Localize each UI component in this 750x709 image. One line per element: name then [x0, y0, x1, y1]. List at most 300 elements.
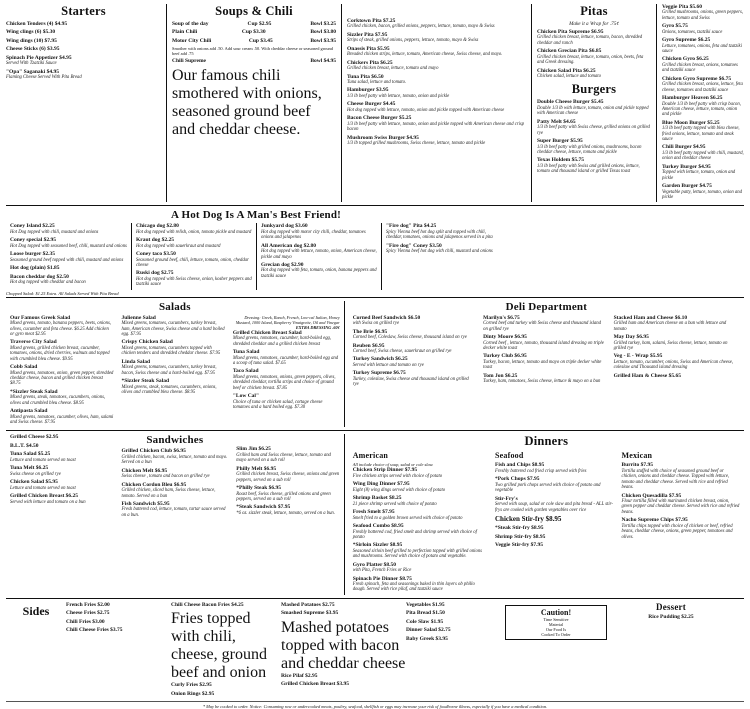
item-desc: Double 1/3 lb beef patty with crisp bacon, American cheese, lettuce, tomato, onion and pickle	[662, 101, 741, 118]
item-desc: Lettuce and tomato served on toast	[10, 485, 76, 491]
item-name: Stir-Fry's	[495, 495, 518, 502]
sandwiches-col-left	[6, 434, 117, 520]
sides-col-1	[66, 602, 171, 636]
list-item	[6, 38, 161, 44]
band-salads-deli	[6, 301, 744, 428]
list-item	[353, 523, 487, 540]
hotdogs-col-3	[256, 223, 381, 289]
item-desc: Hot dog topped with sauerkraut and mustard	[136, 243, 221, 249]
list-item	[6, 46, 161, 52]
list-item	[621, 462, 739, 490]
item-desc: Grilled chicken, bacon, swiss, lettuce, tomato and mayo. Served on a bun	[121, 454, 228, 466]
caution-box-wrap	[501, 602, 611, 640]
sandwiches-title: Sandwiches	[146, 434, 204, 447]
list-item	[347, 46, 526, 58]
item-desc: 1/3 lb beef patty with grilled onions, mushrooms, bacon cheddar cheese, lettuce, tomato and pickle	[537, 144, 642, 155]
item-desc: Smelt fried to a golden brown served with choice of potato	[352, 515, 463, 521]
list-item	[121, 378, 224, 395]
item-name: Sizzler Pita $7.95	[347, 31, 388, 38]
item-name: Wing dings (10) $7.95	[6, 37, 57, 44]
item-name: Veg - E - Wrap $5.95	[613, 353, 663, 360]
list-item	[136, 251, 252, 268]
list-item	[136, 223, 252, 235]
list-item	[233, 330, 340, 347]
item-desc: Served With Tzatziki Sauce	[6, 61, 57, 67]
item-desc: Mixed greens, tomatoes, onion, green pepper, shredded cheddar cheese, bacon and grilled chicken breast $8.75	[10, 370, 114, 387]
item-desc: Grilled chicken breast, onions, tomatoes and tzatziki sauce	[662, 62, 738, 74]
item-desc: Seasoned ground beef topped with chili, mustard and onions	[10, 257, 124, 263]
item-desc: Topped with lettuce, tomato, onion and pickle	[662, 170, 736, 181]
burgers-title: Burgers	[571, 82, 617, 97]
section-starters	[6, 4, 166, 202]
item-name: Onion Rings $2.95	[171, 690, 215, 697]
item-name: Grecian dog $2.90	[261, 261, 304, 268]
list-item	[10, 389, 113, 406]
section-pitas-right	[531, 4, 656, 202]
list-item	[10, 479, 113, 491]
list-item	[614, 334, 740, 351]
list-item	[121, 339, 224, 356]
salads-col-1	[6, 315, 117, 428]
item-desc: Tuna salad, lettuce and tomato.	[347, 80, 407, 86]
list-item	[662, 37, 744, 54]
item-name: The Brie $6.95	[352, 328, 388, 335]
band-sides	[6, 602, 744, 699]
list-item	[611, 614, 731, 620]
item-name: Shrimp Stir-fry $8.95	[495, 533, 546, 540]
item-name: Dinner Salad $2.75	[406, 627, 451, 634]
list-item	[281, 681, 406, 687]
item-name: Junkyard dog $3.60	[261, 223, 308, 230]
item-name: Garden Burger $4.75	[662, 183, 712, 190]
item-name: Soup of the day	[172, 21, 209, 27]
item-desc: Freshly battered cod fried crisp served with fries	[495, 468, 587, 474]
item-name: Kraut dog $2.25	[136, 237, 175, 244]
list-item	[6, 69, 161, 81]
list-item	[662, 164, 744, 181]
item-desc: Mixed greens, tomatoes, cucumbers, turkey breast, bacon, Swiss cheese and a hard-boiled egg. $7.95	[121, 365, 217, 376]
item-cup-price: Cup $2.95	[247, 21, 272, 27]
list-item	[233, 349, 340, 366]
list-item	[172, 21, 336, 27]
dinners-col-seafood	[491, 451, 617, 594]
section-dessert	[611, 602, 731, 622]
section-sandwiches	[6, 434, 344, 594]
item-name: Curly Fries $2.95	[171, 682, 212, 689]
item-name: Cheese Sticks (6) $3.95	[6, 46, 60, 53]
item-name: Vegetables $1.95	[406, 601, 445, 608]
list-item	[621, 493, 739, 516]
item-desc: Hot dog topped with Swiss cheese, onion, kosher peppers and tzatziki sauce	[136, 276, 252, 288]
item-name: Chicken Gyro $6.25	[662, 56, 709, 63]
item-desc: Five chicken strips served with choice of potato	[352, 473, 443, 479]
list-item	[6, 29, 161, 35]
item-name: Hamburger Heaven $6.25	[662, 95, 723, 102]
sandwiches-col-right	[232, 434, 343, 520]
item-desc: Turkey, ham, tomatoes, Swiss cheese, lettuce & mayo on a bun	[483, 379, 601, 385]
item-desc: Spicy Vienna beef hot dog split and topped with chili, cheddar, tomatoes, onions and jalapenos served in a pita	[386, 229, 493, 241]
item-name: Coney Island $2.25	[10, 223, 55, 230]
item-name: Chili Cheese Bacon Fries $4.25	[171, 601, 244, 608]
item-desc: Swiss cheese , tomato and bacon on grilled rye	[121, 474, 210, 480]
item-desc: 1/3 lb topped grilled mushrooms, Swiss cheese, lettuce, tomato and pickle	[347, 141, 486, 147]
item-name: Stacked Ham and Cheese $6.10	[613, 314, 688, 321]
list-item	[353, 576, 487, 593]
caution-line-3: Our Food Is	[545, 626, 567, 632]
caution-line-2: Material	[548, 621, 564, 627]
list-item	[406, 627, 501, 633]
list-item	[662, 95, 744, 118]
item-name: *Philly Steak $6.95	[236, 485, 282, 492]
item-desc: Flaming Cheese Served With Pita Bread	[6, 75, 82, 81]
list-item	[10, 251, 127, 263]
list-item	[537, 99, 651, 116]
list-item	[483, 353, 605, 370]
band-starters-soups-pitas	[6, 4, 744, 202]
item-desc: Grilled chicken breast, onions, lettuce, feta cheese, tomatoes and tzatziki sauce	[662, 82, 743, 93]
item-name: Julienne Salad	[121, 314, 156, 321]
item-name: French Fries $2.00	[66, 601, 110, 608]
item-name: Loose burger $2.35	[10, 251, 55, 258]
item-name: Pita Bread $1.50	[406, 610, 445, 617]
item-desc: Grilled chicken, bacon, grilled onions, peppers, lettuce, tomato, mayo & Swiss	[347, 24, 495, 30]
item-name: Shrimp Basket $8.25	[352, 495, 402, 502]
item-desc: Served with lettuce and tomato on rye	[352, 362, 424, 368]
list-item	[353, 315, 475, 327]
item-name: Tom Jon $6.25	[483, 372, 518, 379]
dessert-title: Dessert	[656, 601, 686, 612]
item-desc: Grilled chicken breast, lettuce, tomato, onion, beets, feta and Greek dressing.	[537, 54, 644, 66]
soups-title: Soups & Chili	[215, 4, 293, 18]
list-item	[495, 515, 613, 523]
item-name: Veggie Pita $5.60	[662, 4, 702, 10]
item-name: "Fire dog" Pita $4.25	[386, 223, 437, 230]
item-name: Crispy Chicken Salad	[121, 339, 173, 346]
item-name: Mashed Potatoes $2.75	[281, 601, 335, 608]
item-name: Seafood Combo $8.95	[352, 523, 404, 530]
item-name: Cobb Salad	[10, 364, 38, 371]
item-desc: Vegetable patty, lettuce, tomato, onion and pickle	[662, 189, 742, 200]
item-name: *Steak Stir-fry $8.95	[495, 525, 544, 532]
list-item	[537, 68, 651, 80]
list-item	[261, 223, 377, 240]
list-item	[662, 76, 744, 93]
item-desc: Eight (8) wing dings served with choice of potato	[352, 487, 446, 493]
item-name: Linda Salad	[121, 358, 151, 365]
item-name: Slim Jim $6.25	[236, 446, 271, 453]
item-desc: Hot dog topped with feta, tomato, onion, banana peppers and tzatziki sauce	[261, 268, 377, 279]
item-name: Veggie Stir-fry $7.95	[495, 542, 544, 549]
item-cup-price: Cup $3.30	[241, 29, 266, 36]
item-name: Chicken Quesadilla $7.95	[621, 492, 682, 499]
item-name: Coney taco $3.50	[136, 251, 176, 258]
list-item	[10, 339, 113, 362]
list-item	[121, 315, 224, 338]
item-name: Blue Moon Burger $5.25	[662, 119, 720, 126]
list-item	[347, 32, 526, 44]
item-desc: Lettuce, tomatoes, onions, feta and tzatziki sauce	[662, 43, 742, 55]
list-item	[406, 636, 501, 642]
item-name: Chicken Melt $6.95	[121, 467, 168, 474]
list-item	[171, 691, 281, 697]
item-name: Tuna Melt $6.25	[10, 465, 49, 472]
item-desc: with Pita, French Fries or Rice	[352, 568, 412, 574]
list-item	[171, 682, 281, 688]
item-name: Chicken Grecian Pita $6.85	[537, 48, 602, 55]
item-name: Rice Pilaf $2.95	[281, 672, 318, 679]
item-name: Our Famous Greek Salad	[10, 314, 71, 321]
list-item	[495, 496, 613, 513]
list-item	[10, 451, 113, 463]
list-item	[347, 135, 526, 147]
item-bowl-price: Bowl $3.25	[310, 21, 336, 27]
item-name: Tuna Salad $5.25	[10, 451, 51, 458]
item-desc: Hot Dog topped with seasoned beef, chili, mustard and onions	[10, 243, 127, 249]
list-item	[10, 443, 113, 449]
item-desc: Lettuce and tomato served on toast	[10, 457, 76, 463]
list-item	[347, 115, 526, 132]
item-desc: Mixed greens, tomatoes, cucumbers, turkey breast, ham, American cheese, Swiss cheese and a hard boiled egg. $7.95	[121, 321, 225, 338]
sides-title-wrap	[6, 602, 66, 620]
item-name: Chickers Pita $6.25	[347, 59, 393, 66]
item-desc: Mixed greens, tomatoes, onions, green peppers, olives, shredded cheddar, tortilla strips and choice of ground beef or chicken breast. $7.85	[232, 374, 336, 391]
list-item	[662, 23, 744, 35]
item-desc: 21 piece shrimp served with choice of potato	[352, 501, 437, 507]
item-desc: Grilled chicken breast, lettuce, tomato, bacon, shredded cheddar and ranch	[537, 35, 643, 46]
item-name: Philly Melt $6.95	[236, 465, 277, 472]
american-title: American	[352, 451, 389, 461]
item-name: Spinach Pie Dinner $8.75	[352, 575, 412, 582]
item-name: Chicken Cordon Bleu $6.95	[121, 481, 187, 488]
list-item	[347, 60, 526, 72]
list-item	[236, 504, 339, 516]
section-deli	[344, 301, 744, 428]
item-name: Cheese Fries $2.75	[66, 610, 110, 617]
item-name: Taco Salad	[232, 368, 259, 375]
item-name: *Steak Sandwich $7.95	[236, 504, 291, 511]
caution-box	[505, 605, 607, 640]
item-name: B.L.T. $4.50	[10, 442, 39, 449]
list-item	[662, 4, 744, 21]
list-item	[353, 509, 487, 521]
deli-col-3	[610, 315, 744, 390]
list-item	[172, 38, 336, 44]
item-name: Grilled Chicken Breast $6.25	[10, 493, 79, 500]
item-name: Turkey Club $6.95	[483, 353, 527, 360]
list-item	[10, 237, 127, 249]
item-desc: 1/3 lb beef patty with lettuce, tomato, onion and pickle	[347, 93, 450, 99]
list-item	[10, 223, 127, 235]
pitas-title: Pitas	[580, 4, 608, 18]
list-item	[353, 467, 487, 479]
item-desc: Onions, tomatoes, tzatziki sauce	[662, 29, 723, 35]
item-desc: Mixed greens, tomatoes, cucumbers topped with chicken tenders and shredded cheddar cheese. $7.95	[121, 345, 221, 357]
item-name: Corktown Pita $7.25	[347, 18, 396, 24]
list-item	[10, 364, 113, 387]
hotdogs-col-1	[6, 223, 131, 289]
item-name: Chicken Gyro Supreme $6.75	[662, 75, 732, 82]
item-desc: Mixed greens, tomatoes, cucumber, hard-boiled egg, shredded cheddar and a grilled chicken breast	[232, 336, 332, 347]
item-desc: Tortilla chips topped with choice of chicken or beef, refried beans, cheddar cheese, onions, green pepper, tomatoes and olives.	[621, 523, 733, 540]
item-desc: Freshly battered cod, fried smelt and shrimp served with choice of potato	[352, 529, 477, 540]
item-desc: Served with lettuce and tomato on a bun	[10, 499, 86, 505]
item-name: Spinach Pie Appetizer $4.95	[6, 54, 72, 61]
item-name: *Sirloin Sizzler $8.95	[352, 542, 403, 549]
list-item	[353, 343, 475, 355]
item-name: Hot dog (plain) $1.85	[10, 265, 60, 272]
item-name: Chili Fries $3.00	[66, 618, 105, 625]
list-item	[495, 534, 613, 540]
list-item	[66, 619, 171, 625]
item-name: Chicken Stir-fry $8.95	[495, 514, 562, 523]
item-price: Bowl $4.95	[310, 58, 336, 65]
item-name: Nacho Supreme Chips $7.95	[621, 517, 688, 524]
item-cup-price: Cup $3.45	[248, 37, 273, 44]
item-name: Burrito $7.95	[621, 462, 653, 469]
sides-col-4	[406, 602, 501, 644]
pitas-subtitle: Make it a Wrap for .75¢	[569, 21, 619, 27]
deli-col-1	[349, 315, 479, 390]
list-item	[347, 87, 526, 99]
list-item	[10, 315, 113, 338]
item-desc: Hot dog topped with relish, onion, tomato pickle and mustard	[136, 229, 252, 235]
list-item	[10, 274, 127, 286]
item-name: Gyro Platter $8.50	[352, 561, 397, 568]
item-desc: Mixed greens, tomatoes, cucumber, hard-boiled egg and a scoop of tuna salad. $7.65	[232, 355, 339, 366]
list-item	[537, 138, 651, 155]
list-item	[66, 627, 171, 633]
list-item	[614, 315, 740, 332]
item-desc: Lettuce, tomato, cucumber, onions, Swiss and American cheese, coleslaw and Thousand island dressing	[613, 359, 734, 371]
list-item	[662, 56, 744, 73]
item-name: Fish Sandwich $5.95	[121, 500, 170, 507]
item-desc: Mixed greens, grilled chicken breast, cucumber, tomatoes, onions, dried cherries, walnuts and topped with crumbled bleu cheese. $9.95	[10, 345, 110, 362]
item-name: Turkey Burger $4.95	[662, 163, 711, 170]
list-item	[353, 562, 487, 574]
section-dinners	[344, 434, 744, 594]
item-name: *Sizzler Steak Salad	[121, 378, 170, 385]
item-desc: Grilled chicken, sliced ham, Swiss cheese, lettuce, tomato. Served on a bun	[121, 488, 216, 499]
item-desc: Spicy Vienna beef hot dog with chili, mustard and onions	[386, 249, 493, 255]
list-item	[121, 448, 228, 465]
item-desc: Mixed greens, steak, tomatoes, cucumbers, onions, olives and crumbled bleu cheese. $8.95	[121, 384, 217, 395]
item-name: Mushroom Swiss Burger $4.95	[347, 134, 419, 141]
list-item	[172, 29, 336, 35]
item-name: Chicken Salad Pita $6.25	[537, 67, 596, 74]
item-name: Grilled Chicken Breast $3.95	[281, 681, 350, 688]
item-name: "Fire dog" Coney $3.50	[386, 242, 442, 249]
item-name: "Low Cal"	[232, 393, 259, 400]
item-desc: Mixed greens, steak, tomatoes, cucumbers, onions, olives and crumbled bleu cheese. $8.95	[10, 395, 106, 406]
item-desc: Chicken salad, lettuce and tomato	[537, 74, 601, 80]
hotdogs-title: A Hot Dog Is A Man's Best Friend!	[170, 209, 342, 222]
list-item	[10, 465, 113, 477]
list-item	[537, 157, 651, 174]
item-name: "Opa" Saganaki $4.95	[6, 68, 60, 75]
extra-dressing-note: EXTRA DRESSING .60¢	[295, 324, 340, 330]
list-item	[6, 21, 161, 27]
list-item	[495, 542, 613, 548]
list-item	[483, 373, 605, 385]
item-name: Chicken Pita Supreme $6.95	[537, 29, 604, 35]
item-desc: *6 oz. sizzler steak, lettuce, tomato, served on a bun.	[236, 510, 335, 516]
list-item	[121, 468, 228, 480]
item-desc: 1/3 lb beef patty with lettuce, tomato, onion and pickle topped with American cheese and crisp bacon	[347, 121, 525, 133]
band-hotdogs-pitas2	[6, 209, 744, 295]
list-item	[171, 602, 281, 608]
item-name: Double Cheese Burger $5.45	[537, 99, 604, 106]
item-desc: Choice of tuna or chicken salad, cottage cheese tomatoes and a hard boiled egg. $7.30	[232, 399, 323, 410]
item-name: Chicago dog $2.80	[136, 223, 179, 230]
item-desc: Two grilled pork chops served with choice of potato and vegetable	[495, 482, 601, 494]
list-item	[347, 74, 526, 86]
list-item	[281, 673, 406, 679]
salads-title: Salads	[158, 300, 191, 313]
legal-footnote: * May be cooked to order. Notice: Consuming raw or undercooked meats, poultry, seafood, shellfish or eggs may increase your risk of foodborne illness, especially if you have a medical condition.	[202, 704, 548, 709]
list-item	[233, 368, 340, 391]
item-name: Rice Pudding $2.25	[648, 613, 694, 620]
item-desc: with Swiss on grilled rye	[352, 321, 400, 327]
chili-note: Smother with onions add .50. Add sour cream .50. With cheddar cheese or seasoned ground beef add .75	[172, 46, 333, 57]
list-item	[281, 610, 406, 616]
item-desc: Tortilla stuffed with choice of seasoned ground beef or chicken, onions and cheddar cheese. Topped with lettuce, tomato and cheddar cheese. Served with rice and refried beans.	[621, 468, 730, 491]
list-item	[662, 183, 744, 200]
list-item	[236, 446, 339, 463]
list-item	[353, 495, 487, 507]
item-name: Turkey Sandwich $6.25	[352, 356, 408, 363]
item-name: Smashed Supreme $3.95	[281, 610, 339, 617]
item-desc: 1/3 lb beef patty with Swiss and grilled onions, lettuce, tomato and thousand island or grilled Texas toast	[537, 163, 640, 175]
hotdogs-col-4	[381, 223, 506, 289]
item-bowl-price: Bowl $3.95	[310, 37, 336, 44]
mexican-title: Mexican	[621, 451, 653, 461]
deli-col-2	[479, 315, 609, 390]
item-name: Ruski dog $2.75	[136, 270, 174, 277]
item-name: Grilled Cheese $2.95	[10, 434, 59, 441]
list-item	[121, 359, 224, 376]
item-name: Grilled Ham & Cheese $5.65	[613, 372, 681, 379]
caution-line-4: Cooked To Order	[541, 631, 571, 637]
section-hotdogs	[6, 209, 506, 295]
item-desc: Hot dog topped with cheddar and bacon	[10, 280, 86, 286]
list-item	[662, 120, 744, 143]
starters-title: Starters	[61, 4, 106, 18]
item-name: Super Burger $5.95	[537, 138, 583, 145]
item-desc: Fresh spinach, feta and seasonings baked in thin layers ob phillo dough. Served with rice pilaf, and tzatziki sauce	[352, 581, 475, 593]
item-name: Motor City Chili	[172, 37, 212, 44]
list-item	[386, 223, 502, 240]
list-item	[136, 237, 252, 249]
dinners-title: Dinners	[524, 434, 569, 449]
item-desc: Grilled ham and American cheese on a bun with lettuce and tomato	[613, 321, 727, 332]
list-item	[261, 243, 377, 260]
list-item	[353, 356, 475, 368]
item-name: Grilled Chicken Club $6.95	[121, 448, 186, 455]
section-pitas-extra	[656, 4, 744, 202]
list-item	[495, 462, 613, 474]
list-item	[483, 334, 605, 351]
item-desc: Served with soup, salad or cole slaw and pita bread - ALL stir-frys are cooked with garden vegetables over rice	[495, 502, 613, 513]
item-name: Gyro $5.75	[662, 23, 688, 30]
list-item	[347, 18, 526, 30]
salads-col-3	[229, 315, 344, 428]
item-desc: Breaded chicken strips, lettuce, tomato, American cheese, Swiss cheese, and mayo.	[347, 52, 503, 58]
item-desc: Corned beef , lettuce, tomato, thousand island dressing on triple decker white toast	[483, 340, 604, 351]
list-item	[10, 493, 113, 505]
item-desc: Double 1/3 lb with lettuce, tomato, onion and pickle topped with American cheese	[537, 105, 649, 117]
item-name: Onassis Pita $5.95	[347, 45, 390, 52]
list-item	[10, 265, 127, 271]
